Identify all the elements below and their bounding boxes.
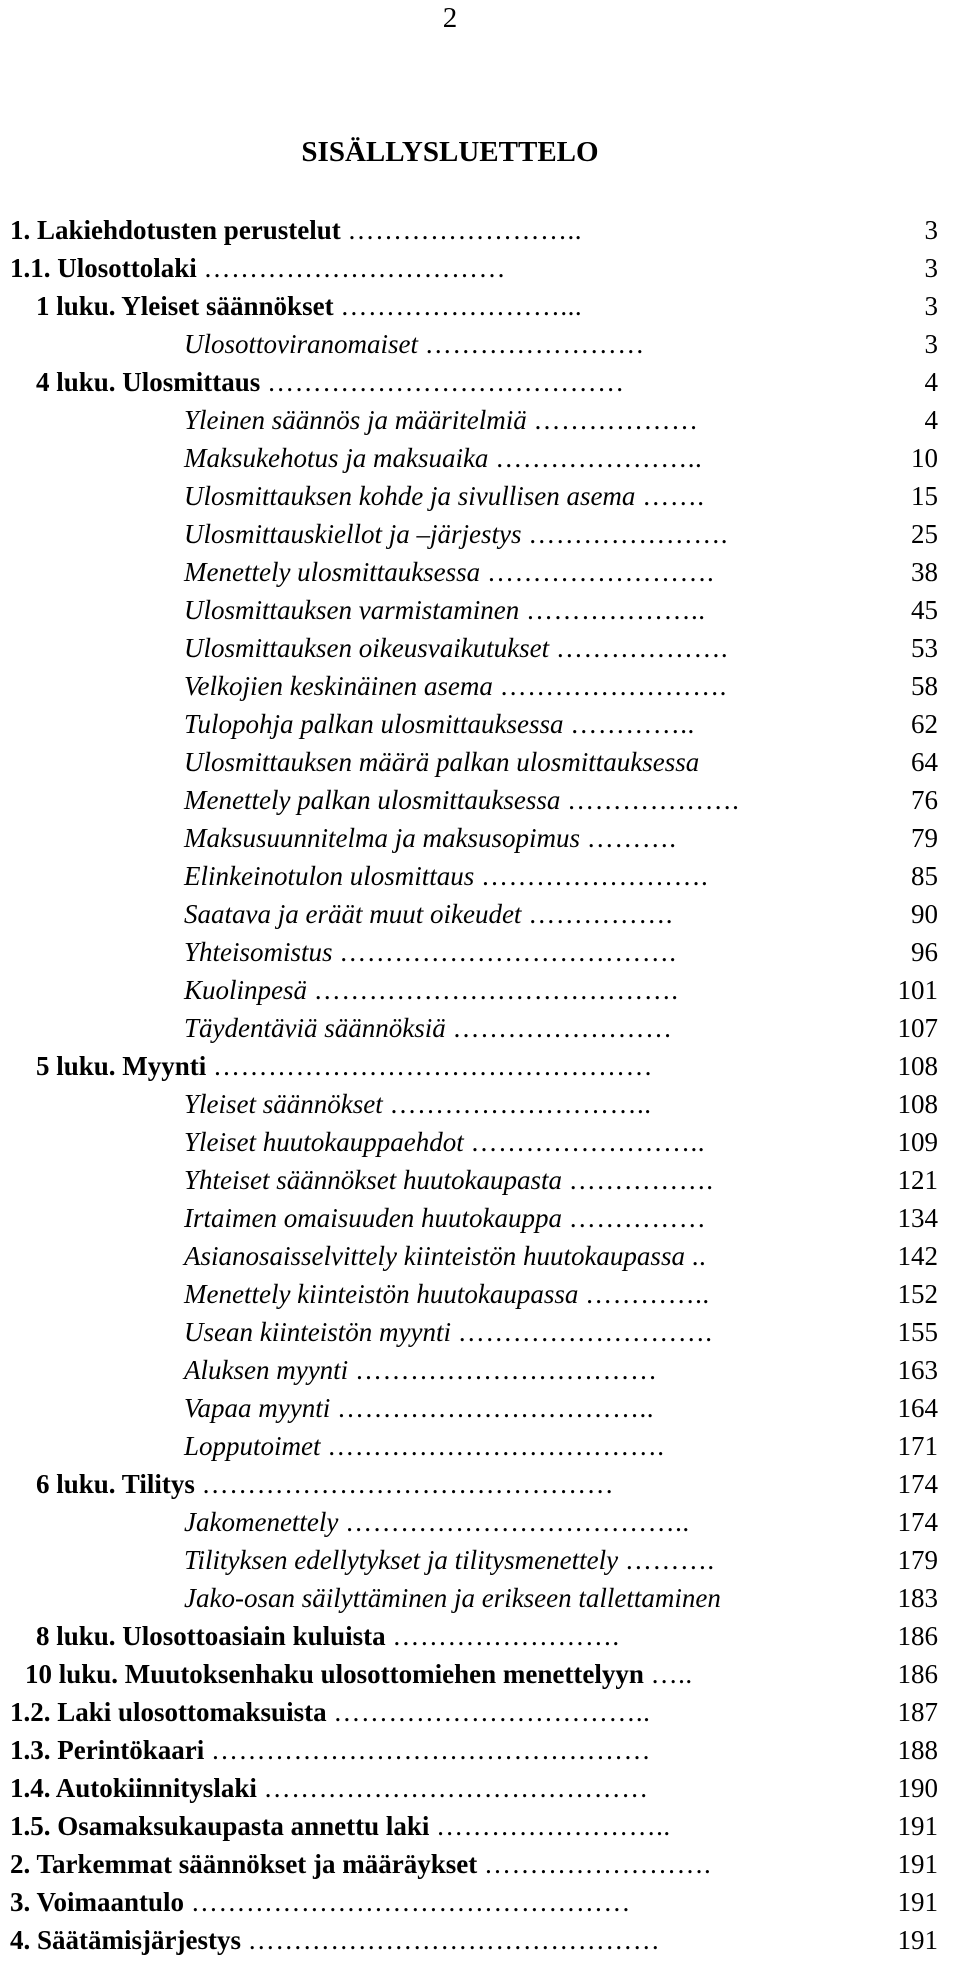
page-number: 2 <box>442 2 458 34</box>
toc-entry-leader: ……………………. <box>392 1621 620 1651</box>
toc-entry-label: Ulosmittauksen oikeusvaikutukset <box>184 633 550 663</box>
toc-entry[interactable] <box>0 249 960 287</box>
toc-entry-label: 10 luku. Muutoksenhaku ulosottomiehen menettelyyn <box>25 1659 644 1689</box>
toc-entry-leader: ……………. <box>528 899 673 929</box>
toc-entry-page: 25 <box>911 519 938 549</box>
toc-entry-text <box>184 667 727 705</box>
toc-entry-leader: …………………. <box>528 519 728 549</box>
toc-entry-text <box>184 933 677 971</box>
toc-entry-text <box>184 1541 715 1579</box>
toc-entry[interactable] <box>0 1389 960 1427</box>
toc-entry[interactable] <box>0 401 960 439</box>
toc-entry-leader: ………………………………. <box>327 1431 665 1461</box>
toc-entry-label: 4 luku. Ulosmittaus <box>36 367 261 397</box>
toc-entry-page: 90 <box>911 899 938 929</box>
toc-entry[interactable] <box>0 895 960 933</box>
toc-entry-label: 4. Säätämisjärjestys <box>10 1925 241 1955</box>
toc-entry-label: Ulosmittauksen kohde ja sivullisen asema <box>184 481 636 511</box>
toc-entry-leader: …………………………….. <box>333 1697 651 1727</box>
toc-entry-text <box>184 705 695 743</box>
toc-entry-leader: ………………. <box>567 785 740 815</box>
toc-entry[interactable] <box>0 1199 960 1237</box>
toc-entry-label: Kuolinpesä <box>184 975 308 1005</box>
toc-entry-leader: ………………………………………… <box>190 1887 631 1917</box>
toc-entry-label: Lopputoimet <box>184 1431 321 1461</box>
toc-entry-leader: ……………………... <box>340 291 583 321</box>
toc-entry-page: 4 <box>924 367 938 397</box>
toc-entry-label: Täydentäviä säännöksiä <box>184 1013 446 1043</box>
toc-entry[interactable] <box>0 287 960 325</box>
toc-entry[interactable] <box>0 325 960 363</box>
toc-entry-text <box>184 857 708 895</box>
toc-entry-text <box>184 895 673 933</box>
toc-entry[interactable] <box>0 1275 960 1313</box>
table-of-contents <box>0 211 960 1959</box>
toc-entry-text <box>184 1123 705 1161</box>
toc-entry-leader: ……………. <box>568 1165 714 1195</box>
toc-entry-leader: ……………………….. <box>389 1089 652 1119</box>
toc-entry-label: Tulopohja palkan ulosmittauksessa <box>184 709 564 739</box>
toc-entry-text <box>184 1389 654 1427</box>
toc-entry[interactable] <box>0 1617 960 1655</box>
toc-entry[interactable] <box>0 857 960 895</box>
toc-entry[interactable] <box>0 1883 960 1921</box>
toc-entry-leader: ……………….. <box>525 595 706 625</box>
toc-entry[interactable] <box>0 1503 960 1541</box>
toc-entry-label: Menettely ulosmittauksessa <box>184 557 481 587</box>
toc-entry[interactable] <box>0 1009 960 1047</box>
toc-entry[interactable] <box>0 781 960 819</box>
toc-entry-leader: .. <box>691 1241 707 1271</box>
toc-entry-page: 174 <box>897 1469 938 1499</box>
toc-entry-page: 79 <box>911 823 938 853</box>
toc-entry-label: Jakomenettely <box>184 1507 339 1537</box>
toc-entry-text <box>25 1655 693 1693</box>
toc-entry-label: Jako-osan säilyttäminen ja erikseen tallettaminen <box>184 1583 721 1613</box>
toc-entry-leader: …………………………… <box>203 253 507 283</box>
toc-entry-leader: ……………………. <box>486 557 715 587</box>
toc-entry-page: 142 <box>897 1241 938 1271</box>
toc-entry-label: Asianosaisselvittely kiinteistön huutokaupassa <box>184 1241 685 1271</box>
toc-entry-page: 174 <box>897 1507 938 1537</box>
toc-entry-text <box>36 1047 653 1085</box>
toc-entry[interactable] <box>0 971 960 1009</box>
toc-entry-label: Velkojien keskinäinen asema <box>184 671 493 701</box>
toc-entry-text <box>184 591 705 629</box>
toc-entry-leader: …………………….. <box>347 215 583 245</box>
toc-entry[interactable] <box>0 629 960 667</box>
toc-entry[interactable] <box>0 1351 960 1389</box>
toc-entry-leader: ……………………. <box>499 671 727 701</box>
toc-entry-text <box>10 1807 671 1845</box>
toc-entry[interactable] <box>0 1541 960 1579</box>
toc-entry-label: 8 luku. Ulosottoasiain kuluista <box>36 1621 386 1651</box>
toc-entry-label: Yleinen säännös ja määritelmiä <box>184 405 527 435</box>
toc-entry-page: 101 <box>897 975 938 1005</box>
toc-entry-text <box>184 325 645 363</box>
toc-entry-text <box>184 1009 672 1047</box>
toc-entry-text <box>10 249 506 287</box>
toc-entry-page: 109 <box>897 1127 938 1157</box>
toc-entry-label: Yleiset huutokauppaehdot <box>184 1127 464 1157</box>
toc-entry-text <box>10 1731 651 1769</box>
toc-entry[interactable] <box>0 515 960 553</box>
toc-entry-page: 3 <box>924 215 938 245</box>
toc-entry-page: 155 <box>897 1317 938 1347</box>
toc-entry-leader: …………………….. <box>470 1127 705 1157</box>
toc-entry[interactable] <box>0 1237 960 1275</box>
toc-entry-text <box>184 1503 690 1541</box>
toc-entry-leader: …………………………………… <box>263 1773 649 1803</box>
toc-entry-page: 62 <box>911 709 938 739</box>
toc-entry-text <box>184 477 704 515</box>
toc-entry-label: Menettely kiinteistön huutokaupassa <box>184 1279 579 1309</box>
toc-entry-text <box>184 1085 651 1123</box>
toc-entry-page: 3 <box>924 329 938 359</box>
toc-entry-label: Elinkeinotulon ulosmittaus <box>184 861 475 891</box>
toc-entry-leader: ………….. <box>585 1279 710 1309</box>
toc-entry-text <box>184 1579 721 1617</box>
toc-entry-label: 3. Voimaantulo <box>10 1887 185 1917</box>
toc-entry-page: 121 <box>897 1165 938 1195</box>
toc-entry-leader: …………………….. <box>436 1811 671 1841</box>
toc-entry[interactable] <box>0 363 960 401</box>
toc-entry-page: 186 <box>897 1621 938 1651</box>
toc-entry-page: 171 <box>897 1431 938 1461</box>
toc-entry-page: 107 <box>897 1013 938 1043</box>
toc-entry-text <box>184 1427 665 1465</box>
toc-entry-page: 183 <box>897 1583 938 1613</box>
toc-entry-page: 188 <box>897 1735 938 1765</box>
toc-entry-leader: ……………………. <box>481 861 709 891</box>
toc-entry-text <box>184 1199 706 1237</box>
toc-entry-text <box>36 287 582 325</box>
toc-entry-leader: ……. <box>642 481 705 511</box>
toc-entry-leader: ……………………………….. <box>345 1507 690 1537</box>
toc-entry-label: Maksusuunnitelma ja maksusopimus <box>184 823 580 853</box>
toc-entry-text <box>184 553 714 591</box>
toc-entry-page: 190 <box>897 1773 938 1803</box>
toc-entry-page: 179 <box>897 1545 938 1575</box>
toc-entry[interactable] <box>0 1123 960 1161</box>
toc-entry-leader: ………………………. <box>457 1317 713 1347</box>
toc-entry-leader: …………… <box>568 1203 707 1233</box>
toc-entry-label: Maksukehotus ja maksuaika <box>184 443 489 473</box>
toc-entry[interactable] <box>0 439 960 477</box>
toc-entry-label: Usean kiinteistön myynti <box>184 1317 451 1347</box>
toc-entry[interactable] <box>0 819 960 857</box>
toc-entry-label: Saatava ja eräät muut oikeudet <box>184 899 522 929</box>
toc-entry-label: 6 luku. Tilitys <box>36 1469 195 1499</box>
toc-entry-leader: ………………………………… <box>267 367 625 397</box>
toc-entry[interactable] <box>0 1769 960 1807</box>
toc-entry-page: 187 <box>897 1697 938 1727</box>
toc-entry-page: 186 <box>897 1659 938 1689</box>
toc-entry-text <box>184 439 702 477</box>
toc-entry-text <box>10 1883 631 1921</box>
toc-entry-text <box>36 1465 614 1503</box>
toc-entry-leader: …………………………….. <box>336 1393 654 1423</box>
toc-entry-page: 191 <box>897 1849 938 1879</box>
toc-entry-text <box>10 211 582 249</box>
toc-entry-text <box>10 1769 649 1807</box>
toc-entry-text <box>184 1237 706 1275</box>
toc-entry-page: 108 <box>897 1089 938 1119</box>
toc-entry[interactable] <box>0 743 960 781</box>
toc-entry-page: 38 <box>911 557 938 587</box>
toc-entry-label: Menettely palkan ulosmittauksessa <box>184 785 561 815</box>
toc-entry-leader: ………………………………………… <box>213 1051 654 1081</box>
toc-entry-label: 1 luku. Yleiset säännökset <box>36 291 334 321</box>
toc-entry-text <box>184 515 728 553</box>
toc-entry-label: Ulosottoviranomaiset <box>184 329 418 359</box>
toc-entry[interactable] <box>0 553 960 591</box>
toc-entry-page: 15 <box>911 481 938 511</box>
toc-entry-label: 1.3. Perintökaari <box>10 1735 205 1765</box>
toc-entry-label: Yleiset säännökset <box>184 1089 383 1119</box>
toc-entry-leader: …………………… <box>452 1013 673 1043</box>
toc-entry-label: 1.4. Autokiinnityslaki <box>10 1773 257 1803</box>
toc-entry-leader: ……………………………………… <box>247 1925 661 1955</box>
toc-entry-text <box>184 1313 712 1351</box>
toc-entry-label: Irtaimen omaisuuden huutokauppa <box>184 1203 562 1233</box>
toc-entry-page: 134 <box>897 1203 938 1233</box>
toc-entry-leader: ………………….. <box>495 443 703 473</box>
toc-entry[interactable] <box>0 1579 960 1617</box>
toc-entry-text <box>36 1617 620 1655</box>
toc-entry-page: 191 <box>897 1811 938 1841</box>
toc-entry[interactable] <box>0 1731 960 1769</box>
toc-entry-leader: ………. <box>624 1545 715 1575</box>
toc-entry[interactable] <box>0 1807 960 1845</box>
toc-entry-text <box>184 819 676 857</box>
toc-entry-page: 64 <box>911 747 938 777</box>
toc-entry-page: 191 <box>897 1887 938 1917</box>
toc-entry-text <box>10 1921 660 1959</box>
toc-entry-page: 53 <box>911 633 938 663</box>
toc-entry-text <box>184 1351 657 1389</box>
toc-entry-label: 1. Lakiehdotusten perustelut <box>10 215 341 245</box>
toc-entry-text <box>36 363 625 401</box>
toc-entry-page: 58 <box>911 671 938 701</box>
toc-entry[interactable] <box>0 705 960 743</box>
toc-entry-text <box>10 1693 650 1731</box>
toc-entry-page: 76 <box>911 785 938 815</box>
toc-entry-text <box>184 781 739 819</box>
toc-entry-text <box>184 743 699 781</box>
toc-entry-label: 1.2. Laki ulosottomaksuista <box>10 1697 327 1727</box>
toc-entry[interactable] <box>0 1845 960 1883</box>
toc-entry-page: 3 <box>924 291 938 321</box>
toc-entry-leader: ….. <box>650 1659 693 1689</box>
toc-entry-page: 45 <box>911 595 938 625</box>
toc-entry-text <box>184 1161 713 1199</box>
toc-entry-page: 85 <box>911 861 938 891</box>
toc-entry-label: 1.5. Osamaksukaupasta annettu laki <box>10 1811 430 1841</box>
toc-entry-label: Vapaa myynti <box>184 1393 331 1423</box>
toc-entry-label: Ulosmittauksen varmistaminen <box>184 595 520 625</box>
toc-entry-page: 108 <box>897 1051 938 1081</box>
toc-entry[interactable] <box>0 1313 960 1351</box>
toc-entry-text <box>10 1845 711 1883</box>
toc-entry-page: 164 <box>897 1393 938 1423</box>
toc-entry-leader: ……………………. <box>484 1849 712 1879</box>
toc-entry-label: Yhteisomistus <box>184 937 333 967</box>
toc-entry-leader: …………………………………. <box>313 975 679 1005</box>
toc-entry-label: Ulosmittauskiellot ja –järjestys <box>184 519 522 549</box>
toc-entry[interactable] <box>0 477 960 515</box>
toc-entry-label: 1.1. Ulosottolaki <box>10 253 197 283</box>
toc-entry-page: 152 <box>897 1279 938 1309</box>
toc-entry[interactable] <box>0 933 960 971</box>
toc-entry-page: 3 <box>924 253 938 283</box>
toc-entry-leader: ………………. <box>555 633 729 663</box>
toc-entry-page: 96 <box>911 937 938 967</box>
toc-entry-leader: …………………………… <box>354 1355 658 1385</box>
toc-entry-text <box>184 971 679 1009</box>
toc-entry[interactable] <box>0 1465 960 1503</box>
toc-entry-text <box>184 401 699 439</box>
toc-entry-leader: ………. <box>586 823 677 853</box>
toc-entry-page: 4 <box>924 405 938 435</box>
toc-entry-label: Aluksen myynti <box>184 1355 349 1385</box>
toc-entry-leader: ………………………………………… <box>210 1735 651 1765</box>
toc-entry-page: 163 <box>897 1355 938 1385</box>
toc-entry[interactable] <box>0 1427 960 1465</box>
toc-entry-leader: …………………… <box>424 329 645 359</box>
toc-entry-text <box>184 1275 710 1313</box>
toc-entry[interactable] <box>0 1085 960 1123</box>
toc-entry[interactable] <box>0 211 960 249</box>
toc-entry[interactable] <box>0 1921 960 1959</box>
toc-entry-leader: ………………………………. <box>339 937 677 967</box>
toc-entry[interactable] <box>0 1161 960 1199</box>
toc-entry[interactable] <box>0 1693 960 1731</box>
toc-entry-text <box>184 629 728 667</box>
toc-entry[interactable] <box>0 1047 960 1085</box>
toc-entry-leader: ………….. <box>570 709 695 739</box>
toc-entry[interactable] <box>0 667 960 705</box>
toc-entry-label: 5 luku. Myynti <box>36 1051 207 1081</box>
toc-entry[interactable] <box>0 591 960 629</box>
toc-title: SISÄLLYSLUETTELO <box>301 136 599 168</box>
toc-entry-leader: ……………… <box>533 405 699 435</box>
toc-entry-label: Tilityksen edellytykset ja tilitysmenettely <box>184 1545 619 1575</box>
toc-entry[interactable] <box>0 1655 960 1693</box>
toc-entry-page: 10 <box>911 443 938 473</box>
toc-entry-label: Ulosmittauksen määrä palkan ulosmittauksessa <box>184 747 700 777</box>
toc-entry-page: 191 <box>897 1925 938 1955</box>
toc-entry-label: 2. Tarkemmat säännökset ja määräykset <box>10 1849 478 1879</box>
toc-entry-label: Yhteiset säännökset huutokaupasta <box>184 1165 562 1195</box>
toc-entry-leader: ……………………………………… <box>201 1469 615 1499</box>
